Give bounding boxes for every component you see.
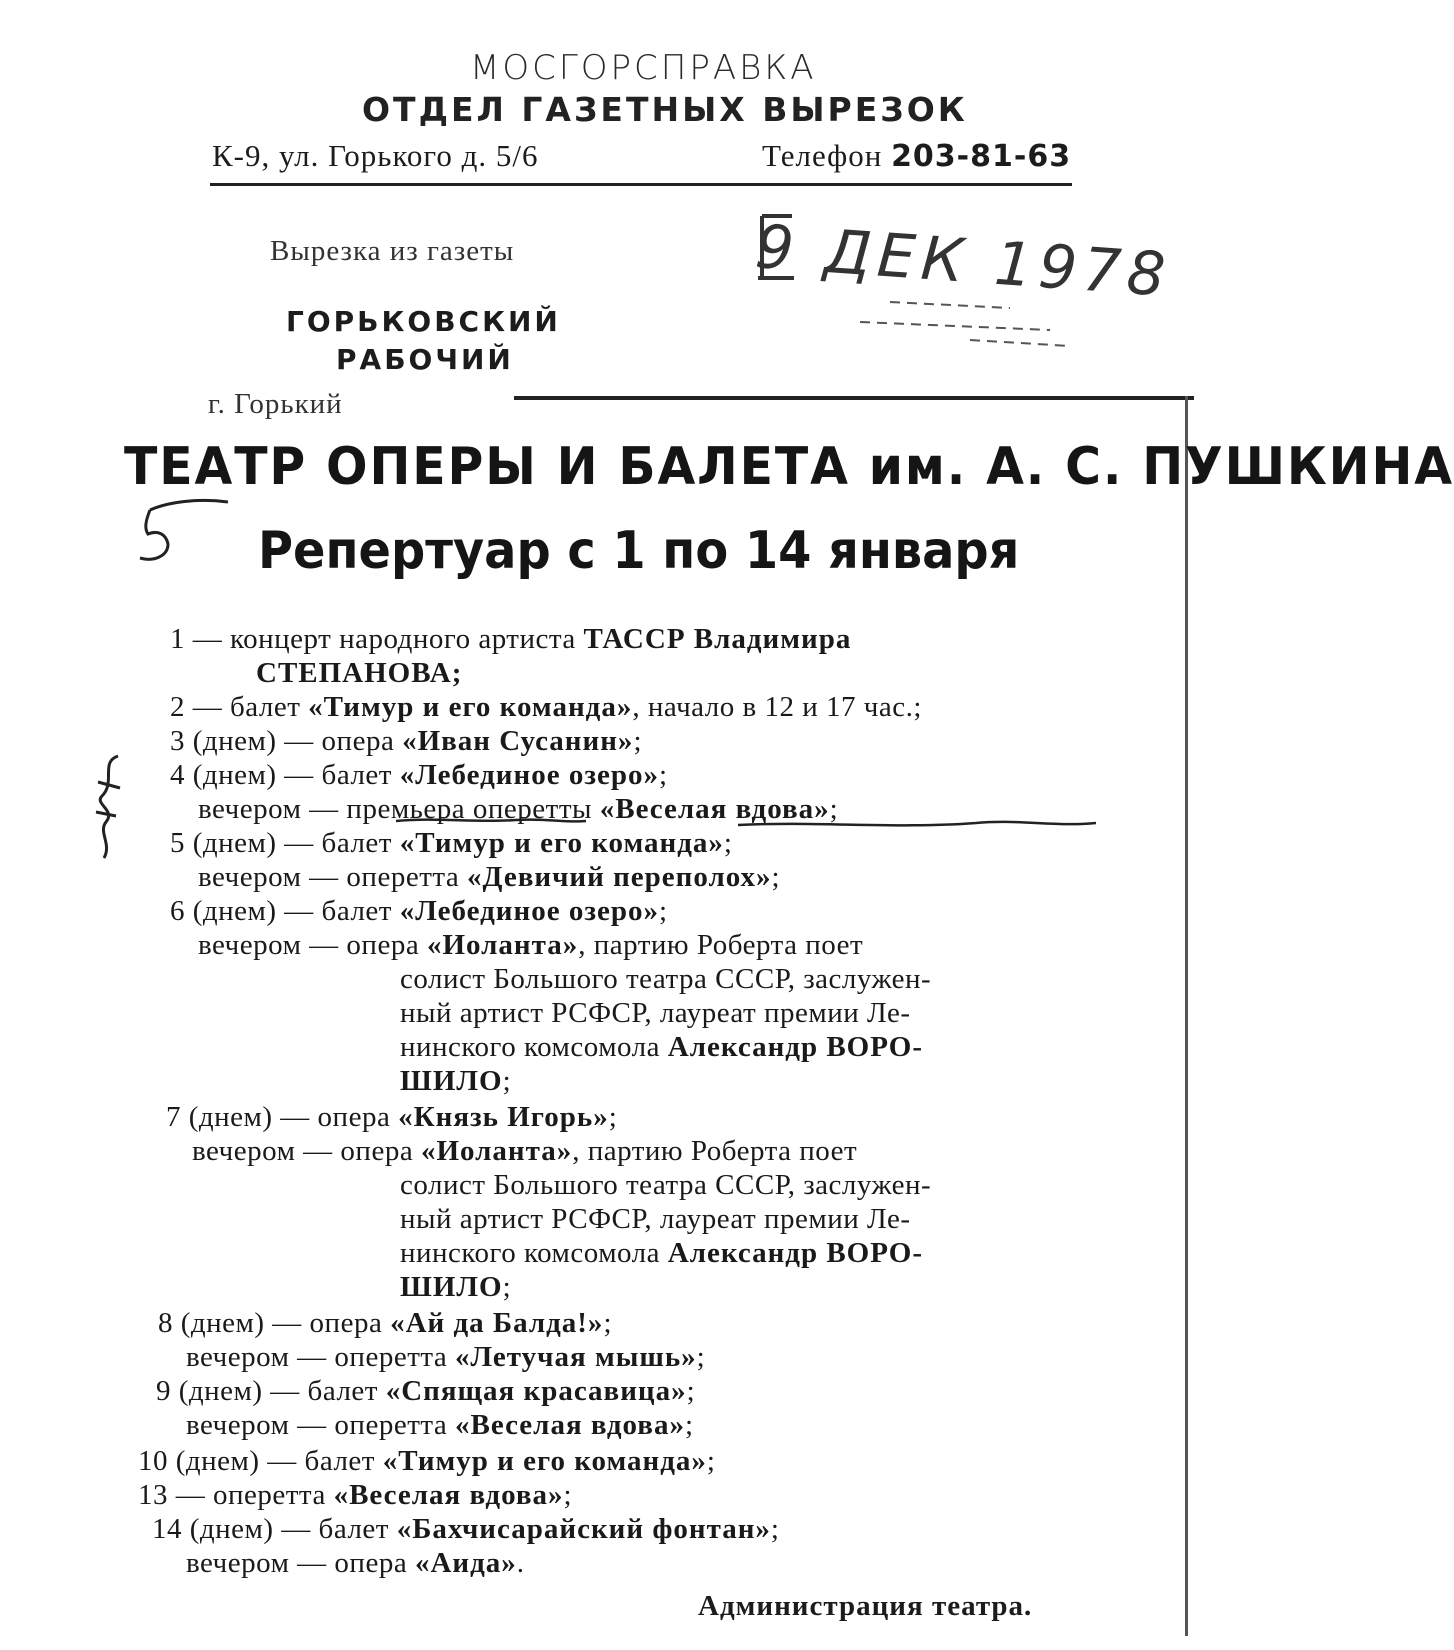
schedule-line-tail: ; bbox=[608, 1101, 618, 1133]
schedule-line-tail: ; bbox=[684, 1409, 694, 1441]
schedule-line bbox=[400, 996, 911, 1030]
schedule-line-tail: ; bbox=[771, 861, 781, 893]
schedule-line bbox=[156, 1374, 695, 1408]
schedule-line-tail: ; bbox=[706, 1445, 716, 1477]
schedule-line bbox=[400, 1270, 511, 1304]
schedule-line-tail: ; bbox=[603, 1307, 612, 1339]
schedule-line bbox=[186, 1408, 694, 1442]
schedule-line bbox=[152, 1512, 779, 1546]
schedule-line-title: «Тимур и его команда» bbox=[382, 1445, 707, 1477]
schedule-line-text: 7 (днем) — опера bbox=[166, 1101, 399, 1133]
schedule-line-text: вечером — оперетта bbox=[198, 861, 468, 893]
schedule-line-text: солист Большого театра СССР, заслужен- bbox=[400, 963, 932, 995]
schedule-line-text: 3 (днем) — опера bbox=[170, 725, 403, 757]
schedule-line bbox=[138, 1444, 715, 1478]
schedule-line bbox=[400, 1236, 923, 1270]
stamp-address: К-9, ул. Горького д. 5/6 bbox=[212, 138, 539, 173]
phone-number: 203-81-63 bbox=[891, 139, 1072, 174]
schedule-line-text: вечером — оперетта bbox=[186, 1341, 456, 1373]
schedule-line-title: «Лебединое озеро» bbox=[399, 759, 659, 791]
schedule-line-title: «Тимур и его команда» bbox=[308, 691, 633, 723]
schedule-line bbox=[400, 962, 931, 996]
schedule-line-title: «Князь Игорь» bbox=[398, 1101, 609, 1133]
schedule-line-text: 10 (днем) — балет bbox=[138, 1445, 383, 1477]
schedule-line-title: ШИЛО bbox=[400, 1271, 503, 1303]
schedule-line-tail: ; bbox=[686, 1375, 696, 1407]
phone-label: Телефон bbox=[762, 138, 883, 173]
schedule-line-title: «Аида» bbox=[414, 1547, 517, 1579]
schedule-line-text: 4 (днем) — балет bbox=[170, 759, 400, 791]
schedule-line bbox=[170, 826, 732, 860]
schedule-line-text: ный артист РСФСР, лауреат премии Ле- bbox=[400, 997, 911, 1029]
newspaper-city: г. Горький bbox=[208, 388, 343, 420]
schedule-line-tail: ; bbox=[723, 827, 733, 859]
schedule-line-title: «Веселая вдова» bbox=[333, 1479, 564, 1511]
schedule-line-tail: . bbox=[516, 1547, 525, 1579]
schedule-line-text: 8 (днем) — опера bbox=[158, 1307, 391, 1339]
schedule-line bbox=[192, 1134, 857, 1168]
schedule-line-title: «Веселая вдова» bbox=[599, 793, 830, 825]
schedule-line-text: ный артист РСФСР, лауреат премии Ле- bbox=[400, 1203, 911, 1235]
clip-label: Вырезка из газеты bbox=[270, 235, 515, 267]
schedule-line bbox=[400, 1202, 911, 1236]
theatre-title: ТЕАТР ОПЕРЫ И БАЛЕТА им. А. С. ПУШКИНА bbox=[124, 437, 1454, 497]
schedule-line-tail: ; bbox=[633, 725, 642, 757]
schedule-line-text: 5 (днем) — балет bbox=[170, 827, 400, 859]
schedule-line-text: вечером — опера bbox=[198, 929, 427, 961]
schedule-line-title: «Лебединое озеро» bbox=[399, 895, 659, 927]
schedule-line bbox=[186, 1340, 705, 1374]
schedule-line bbox=[256, 656, 462, 690]
schedule-line-tail: ; bbox=[696, 1341, 706, 1373]
schedule-line bbox=[170, 724, 642, 758]
stamp-department: ОТДЕЛ ГАЗЕТНЫХ ВЫРЕЗОК bbox=[362, 90, 968, 129]
schedule-line bbox=[170, 622, 851, 656]
schedule-line-title: «Иоланта» bbox=[426, 929, 579, 961]
schedule-line-title: «Ай да Балда!» bbox=[390, 1307, 604, 1339]
schedule-line bbox=[400, 1168, 931, 1202]
schedule-line-text: 9 (днем) — балет bbox=[156, 1375, 386, 1407]
schedule-line-tail: , партию Роберта поет bbox=[572, 1135, 858, 1167]
schedule-line-tail: , партию Роберта поет bbox=[578, 929, 864, 961]
schedule-line-text: 14 (днем) — балет bbox=[152, 1513, 397, 1545]
schedule-line-text: 13 — оперетта bbox=[138, 1479, 334, 1511]
schedule-line-title: ТАССР Владимира bbox=[583, 623, 852, 655]
schedule-line-text: 2 — балет bbox=[170, 691, 309, 723]
schedule-line-text: нинского комсомола bbox=[400, 1237, 668, 1269]
schedule-line-title: «Бахчисарайский фонтан» bbox=[396, 1513, 771, 1545]
schedule-line-title: «Спящая красавица» bbox=[385, 1375, 687, 1407]
schedule-line-title: «Веселая вдова» bbox=[455, 1409, 685, 1441]
schedule-line bbox=[158, 1306, 612, 1340]
schedule-line bbox=[170, 690, 922, 724]
schedule-line-tail: ; bbox=[658, 895, 668, 927]
schedule-line-tail: ; bbox=[770, 1513, 780, 1545]
schedule-line bbox=[198, 792, 838, 826]
schedule-line-text: вечером — опера bbox=[186, 1547, 415, 1579]
schedule-line-tail: ; bbox=[502, 1065, 512, 1097]
schedule-line bbox=[166, 1100, 617, 1134]
schedule-line-title: Александр ВОРО- bbox=[667, 1031, 923, 1063]
schedule-line-text: нинского комсомола bbox=[400, 1031, 668, 1063]
schedule-line-text: вечером — оперетта bbox=[186, 1409, 456, 1441]
schedule-line bbox=[198, 860, 780, 894]
schedule-line bbox=[170, 758, 668, 792]
schedule-line-title: СТЕПАНОВА; bbox=[256, 657, 463, 689]
schedule-line-text: вечером — опера bbox=[192, 1135, 421, 1167]
schedule-line-title: «Иоланта» bbox=[420, 1135, 573, 1167]
schedule-line-text: вечером — премьера оперетты bbox=[198, 793, 600, 825]
schedule-line-tail: ; bbox=[563, 1479, 573, 1511]
schedule-line bbox=[198, 928, 863, 962]
schedule-line-title: «Тимур и его команда» bbox=[399, 827, 724, 859]
schedule-line bbox=[186, 1546, 525, 1580]
newspaper-name-line2: РАБОЧИЙ bbox=[336, 343, 514, 376]
schedule-line-title: ШИЛО bbox=[400, 1065, 503, 1097]
schedule-line bbox=[400, 1030, 923, 1064]
schedule-line-tail: ; bbox=[502, 1271, 512, 1303]
schedule-line-text: 1 — концерт народного артиста bbox=[170, 623, 584, 655]
schedule-line-tail: ; bbox=[658, 759, 668, 791]
schedule-line-title: «Девичий переполох» bbox=[467, 861, 772, 893]
schedule-line-text: солист Большого театра СССР, заслужен- bbox=[400, 1169, 932, 1201]
schedule-line bbox=[400, 1064, 511, 1098]
schedule-line-tail: , начало в 12 и 17 час.; bbox=[632, 691, 922, 723]
repertoire-title: Репертуар с 1 по 14 января bbox=[258, 521, 1020, 581]
stamp-organization: МОСГОРСПРАВКА bbox=[470, 48, 817, 88]
schedule-line-tail: ; bbox=[829, 793, 839, 825]
date-stamp: 9 ДЕК 1978 bbox=[753, 212, 1174, 311]
schedule-line-title: «Летучая мышь» bbox=[455, 1341, 697, 1373]
schedule-line-title: «Иван Сусанин» bbox=[402, 725, 634, 757]
schedule-line-text: 6 (днем) — балет bbox=[170, 895, 400, 927]
newspaper-name-line1: ГОРЬКОВСКИЙ bbox=[286, 305, 561, 338]
signature: Администрация театра. bbox=[698, 1590, 1033, 1622]
schedule-line-title: Александр ВОРО- bbox=[667, 1237, 923, 1269]
schedule-line bbox=[170, 894, 668, 928]
schedule-line bbox=[138, 1478, 572, 1512]
